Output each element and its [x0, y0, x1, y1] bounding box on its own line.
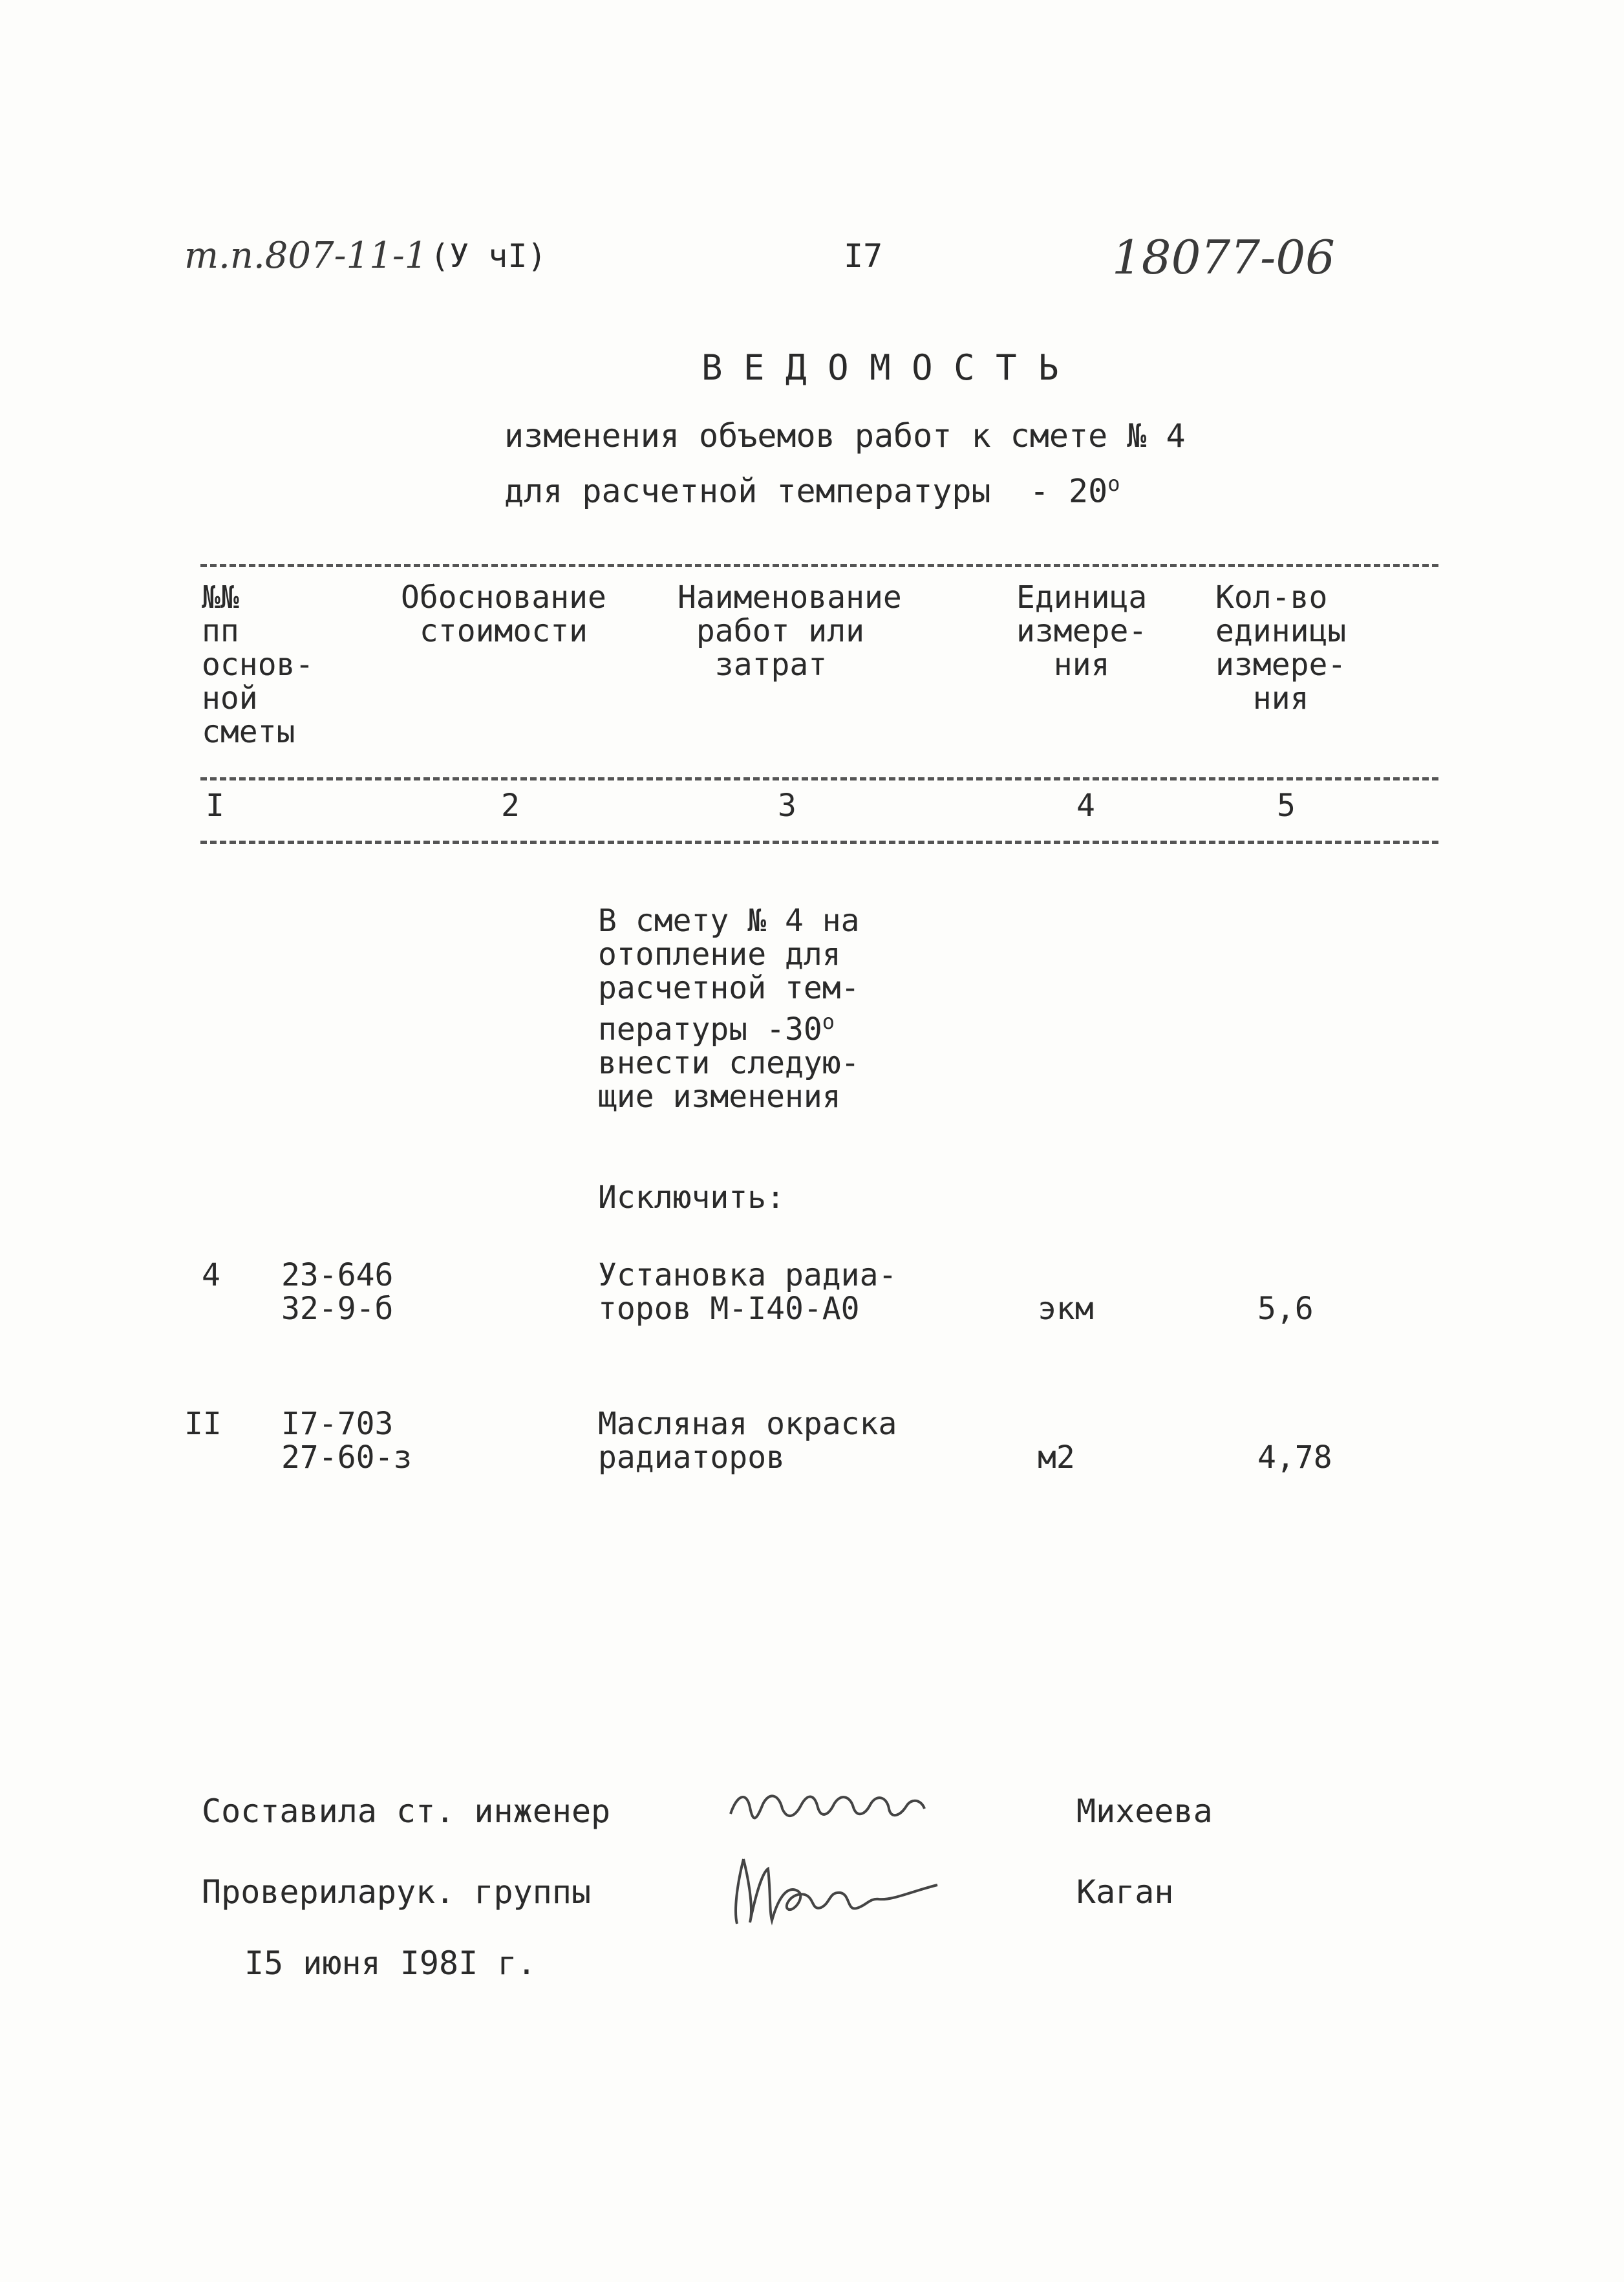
- title-line-2: для расчетной температуры - 20$^o$: [504, 471, 1120, 510]
- col-number-2: 2: [501, 788, 520, 824]
- row-1-name: Установка радиа- торов М-I40-А0: [598, 1257, 897, 1327]
- header-col-3: Наименование работ или затрат: [678, 579, 902, 683]
- row-2-unit: м2: [1038, 1439, 1075, 1476]
- checked-signature: [718, 1846, 950, 1937]
- document-title: В Е Д О М О С Т Ь: [701, 347, 1059, 388]
- compiled-label: Составила ст. инженер: [202, 1792, 611, 1830]
- header-col-2: Обоснование стоимости: [401, 579, 606, 649]
- header-col-4: Единица измере- ния: [1016, 579, 1148, 683]
- document-number: 18077-06: [1112, 230, 1335, 285]
- col-number-4: 4: [1076, 788, 1095, 824]
- checked-name: Каган: [1076, 1873, 1174, 1911]
- compiled-name: Михеева: [1076, 1792, 1213, 1830]
- project-code: т.п.807-11-1: [184, 235, 428, 277]
- col-number-5: 5: [1277, 788, 1296, 824]
- col-number-3: 3: [778, 788, 796, 824]
- document-date: I5 июня I98I г.: [244, 1944, 537, 1982]
- title-line-1: изменения объемов работ к смете № 4: [504, 417, 1186, 455]
- section-label: Исключить:: [598, 1179, 785, 1216]
- intro-text: В смету № 4 на отопление для расчетной тем- пературы -30$^o$ внести следую- щие изменения: [598, 903, 860, 1115]
- header-col-5: Кол-во единицы измере- ния: [1215, 579, 1347, 716]
- row-2-name: Масляная окраска радиаторов: [598, 1406, 897, 1476]
- numbers-bottom-rule: [200, 841, 1438, 844]
- row-1-no: 4: [202, 1257, 220, 1293]
- page-number: I7: [844, 237, 883, 275]
- checked-label: Проверилаpук. группы: [202, 1873, 592, 1911]
- row-2-no: II: [184, 1406, 222, 1442]
- header-bottom-rule: [200, 777, 1438, 780]
- project-suffix: (У чI): [430, 237, 547, 275]
- row-1-basis: 23-646 32-9-б: [281, 1257, 394, 1327]
- compiled-signature: [718, 1769, 950, 1840]
- row-2-qty: 4,78: [1257, 1439, 1332, 1476]
- row-2-basis: I7-703 27-60-з: [281, 1406, 412, 1476]
- table-top-rule: [200, 564, 1438, 567]
- row-1-unit: экм: [1038, 1291, 1094, 1327]
- header-col-1: №№ пп основ- ной сметы: [202, 579, 314, 750]
- row-1-qty: 5,6: [1257, 1291, 1314, 1327]
- col-number-1: I: [206, 788, 224, 824]
